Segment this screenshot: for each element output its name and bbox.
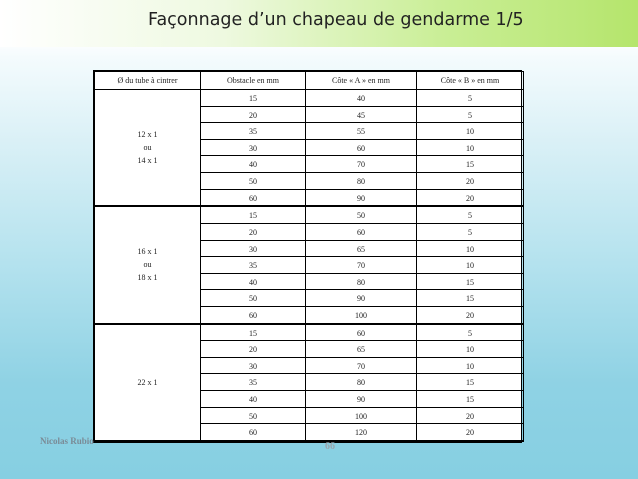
- cote-b-cell: 20: [417, 189, 524, 206]
- cote-a-cell: 60: [306, 223, 417, 240]
- cote-b-cell: 5: [417, 324, 524, 341]
- obstacle-cell: 60: [201, 424, 306, 441]
- cote-b-cell: 5: [417, 223, 524, 240]
- cote-b-cell: 20: [417, 424, 524, 441]
- tube-diameter-cell: [95, 206, 201, 323]
- cote-a-cell: 65: [306, 240, 417, 257]
- footer-author: Nicolas Rubio: [40, 436, 94, 446]
- cote-b-cell: 5: [417, 206, 524, 223]
- cote-b-cell: 5: [417, 90, 524, 107]
- obstacle-cell: 40: [201, 391, 306, 408]
- cote-a-cell: 100: [306, 407, 417, 424]
- tube-diameter-cell: [95, 90, 201, 207]
- obstacle-cell: 50: [201, 290, 306, 307]
- cote-a-cell: 65: [306, 341, 417, 358]
- dimensions-table-container: [93, 70, 522, 443]
- cote-a-cell: 80: [306, 172, 417, 189]
- tube-diameter-line: 22 x 1: [137, 377, 158, 387]
- cote-a-cell: 90: [306, 189, 417, 206]
- cote-b-cell: 20: [417, 172, 524, 189]
- cote-b-cell: 15: [417, 290, 524, 307]
- cote-b-cell: 20: [417, 306, 524, 323]
- page-number: 66: [325, 441, 335, 452]
- cote-a-cell: 50: [306, 206, 417, 223]
- table-row: [95, 206, 524, 223]
- cote-a-cell: 80: [306, 273, 417, 290]
- cote-b-cell: 10: [417, 357, 524, 374]
- obstacle-cell: 15: [201, 324, 306, 341]
- tube-diameter-cell: [95, 324, 201, 441]
- tube-diameter-line: 18 x 1: [137, 273, 158, 283]
- obstacle-cell: 40: [201, 273, 306, 290]
- cote-a-cell: 40: [306, 90, 417, 107]
- cote-b-cell: 20: [417, 407, 524, 424]
- cote-b-cell: 10: [417, 257, 524, 274]
- obstacle-cell: 20: [201, 341, 306, 358]
- obstacle-cell: 15: [201, 206, 306, 223]
- tube-diameter-line: ou: [143, 143, 152, 153]
- obstacle-cell: 50: [201, 172, 306, 189]
- obstacle-cell: 60: [201, 189, 306, 206]
- cote-b-cell: 15: [417, 273, 524, 290]
- cote-a-cell: 90: [306, 290, 417, 307]
- cote-a-cell: 80: [306, 374, 417, 391]
- table-row: [95, 90, 524, 107]
- cote-a-cell: 60: [306, 139, 417, 156]
- tube-diameter-line: 14 x 1: [137, 156, 158, 166]
- header-obstacle: Obstacle en mm: [201, 72, 306, 90]
- cote-b-cell: 15: [417, 391, 524, 408]
- cote-b-cell: 10: [417, 240, 524, 257]
- cote-b-cell: 10: [417, 139, 524, 156]
- tube-diameter-line: 12 x 1: [137, 130, 158, 140]
- cote-b-cell: 10: [417, 123, 524, 140]
- tube-diameter-line: ou: [143, 260, 152, 270]
- cote-a-cell: 45: [306, 106, 417, 123]
- tube-diameter-line: 16 x 1: [137, 247, 158, 257]
- obstacle-cell: 35: [201, 123, 306, 140]
- table-header-row: [95, 72, 524, 90]
- header-tube-diameter: Ø du tube à cintrer: [95, 72, 201, 90]
- cote-a-cell: 70: [306, 257, 417, 274]
- obstacle-cell: 30: [201, 357, 306, 374]
- cote-a-cell: 90: [306, 391, 417, 408]
- obstacle-cell: 40: [201, 156, 306, 173]
- cote-a-cell: 55: [306, 123, 417, 140]
- obstacle-cell: 30: [201, 139, 306, 156]
- table-row: [95, 324, 524, 341]
- obstacle-cell: 35: [201, 257, 306, 274]
- obstacle-cell: 50: [201, 407, 306, 424]
- obstacle-cell: 15: [201, 90, 306, 107]
- cote-b-cell: 15: [417, 374, 524, 391]
- cote-a-cell: 120: [306, 424, 417, 441]
- obstacle-cell: 35: [201, 374, 306, 391]
- cote-a-cell: 70: [306, 357, 417, 374]
- cote-a-cell: 100: [306, 306, 417, 323]
- obstacle-cell: 20: [201, 106, 306, 123]
- obstacle-cell: 60: [201, 306, 306, 323]
- slide-title: Façonnage d’un chapeau de gendarme 1/5: [148, 10, 524, 30]
- cote-b-cell: 10: [417, 341, 524, 358]
- obstacle-cell: 20: [201, 223, 306, 240]
- cote-b-cell: 5: [417, 106, 524, 123]
- header-cote-b: Côte « B » en mm: [417, 72, 524, 90]
- dimensions-table: [94, 71, 524, 442]
- header-cote-a: Côte « A » en mm: [306, 72, 417, 90]
- table-body: [95, 90, 524, 442]
- cote-a-cell: 60: [306, 324, 417, 341]
- cote-b-cell: 15: [417, 156, 524, 173]
- cote-a-cell: 70: [306, 156, 417, 173]
- obstacle-cell: 30: [201, 240, 306, 257]
